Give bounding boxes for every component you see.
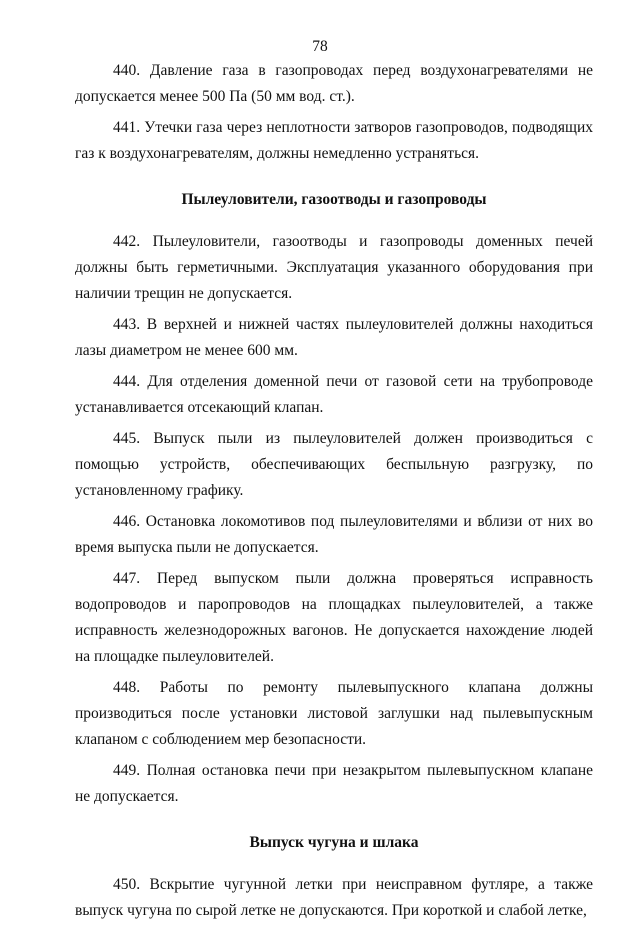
section-heading-dust-catchers: Пылеуловители, газоотводы и газопроводы: [181, 191, 487, 208]
paragraph-442: 442. Пылеуловители, газоотводы и газопроводы доменных печей должны быть герметичными. Эксплуатация указанного оборудования при наличии трещин не допускается.: [75, 233, 593, 302]
section-heading-iron-slag-tapping: Выпуск чугуна и шлака: [249, 834, 419, 851]
paragraph-450: 450. Вскрытие чугунной летки при неисправном футляре, а также выпуск чугуна по сырой летке не допускаются. При короткой и слабой летке,: [75, 876, 593, 919]
paragraph-446: 446. Остановка локомотивов под пылеуловителями и вблизи от них во время выпуска пыли не допускается.: [75, 513, 593, 556]
paragraph-448: 448. Работы по ремонту пылевыпускного клапана должны производиться после установки листовой заглушки над пылевыпускным клапаном с соблюдением мер безопасности.: [75, 679, 593, 748]
page-number: 78: [312, 38, 328, 55]
paragraph-440: 440. Давление газа в газопроводах перед воздухонагревателями не допускается менее 500 Па (50 мм вод. ст.).: [75, 62, 593, 105]
paragraph-441: 441. Утечки газа через неплотности затворов газопроводов, подводящих газ к воздухонагревателям, должны немедленно устраняться.: [75, 119, 593, 162]
paragraph-444: 444. Для отделения доменной печи от газовой сети на трубопроводе устанавливается отсекающий клапан.: [75, 373, 593, 416]
text-block: [75, 58, 593, 929]
paragraph-443: 443. В верхней и нижней частях пылеуловителей должны находиться лазы диаметром не менее 600 мм.: [75, 316, 593, 359]
paragraph-447: 447. Перед выпуском пыли должна проверяться исправность водопроводов и паропроводов на площадках пылеуловителей, а также исправность железнодорожных вагонов. Не допускается нахождение людей на площадке пылеуловителей.: [75, 570, 593, 665]
paragraph-445: 445. Выпуск пыли из пылеуловителей должен производиться с помощью устройств, обеспечивающих беспыльную разгрузку, по установленному графику.: [75, 430, 593, 499]
paragraph-449: 449. Полная остановка печи при незакрытом пылевыпускном клапане не допускается.: [75, 762, 593, 805]
